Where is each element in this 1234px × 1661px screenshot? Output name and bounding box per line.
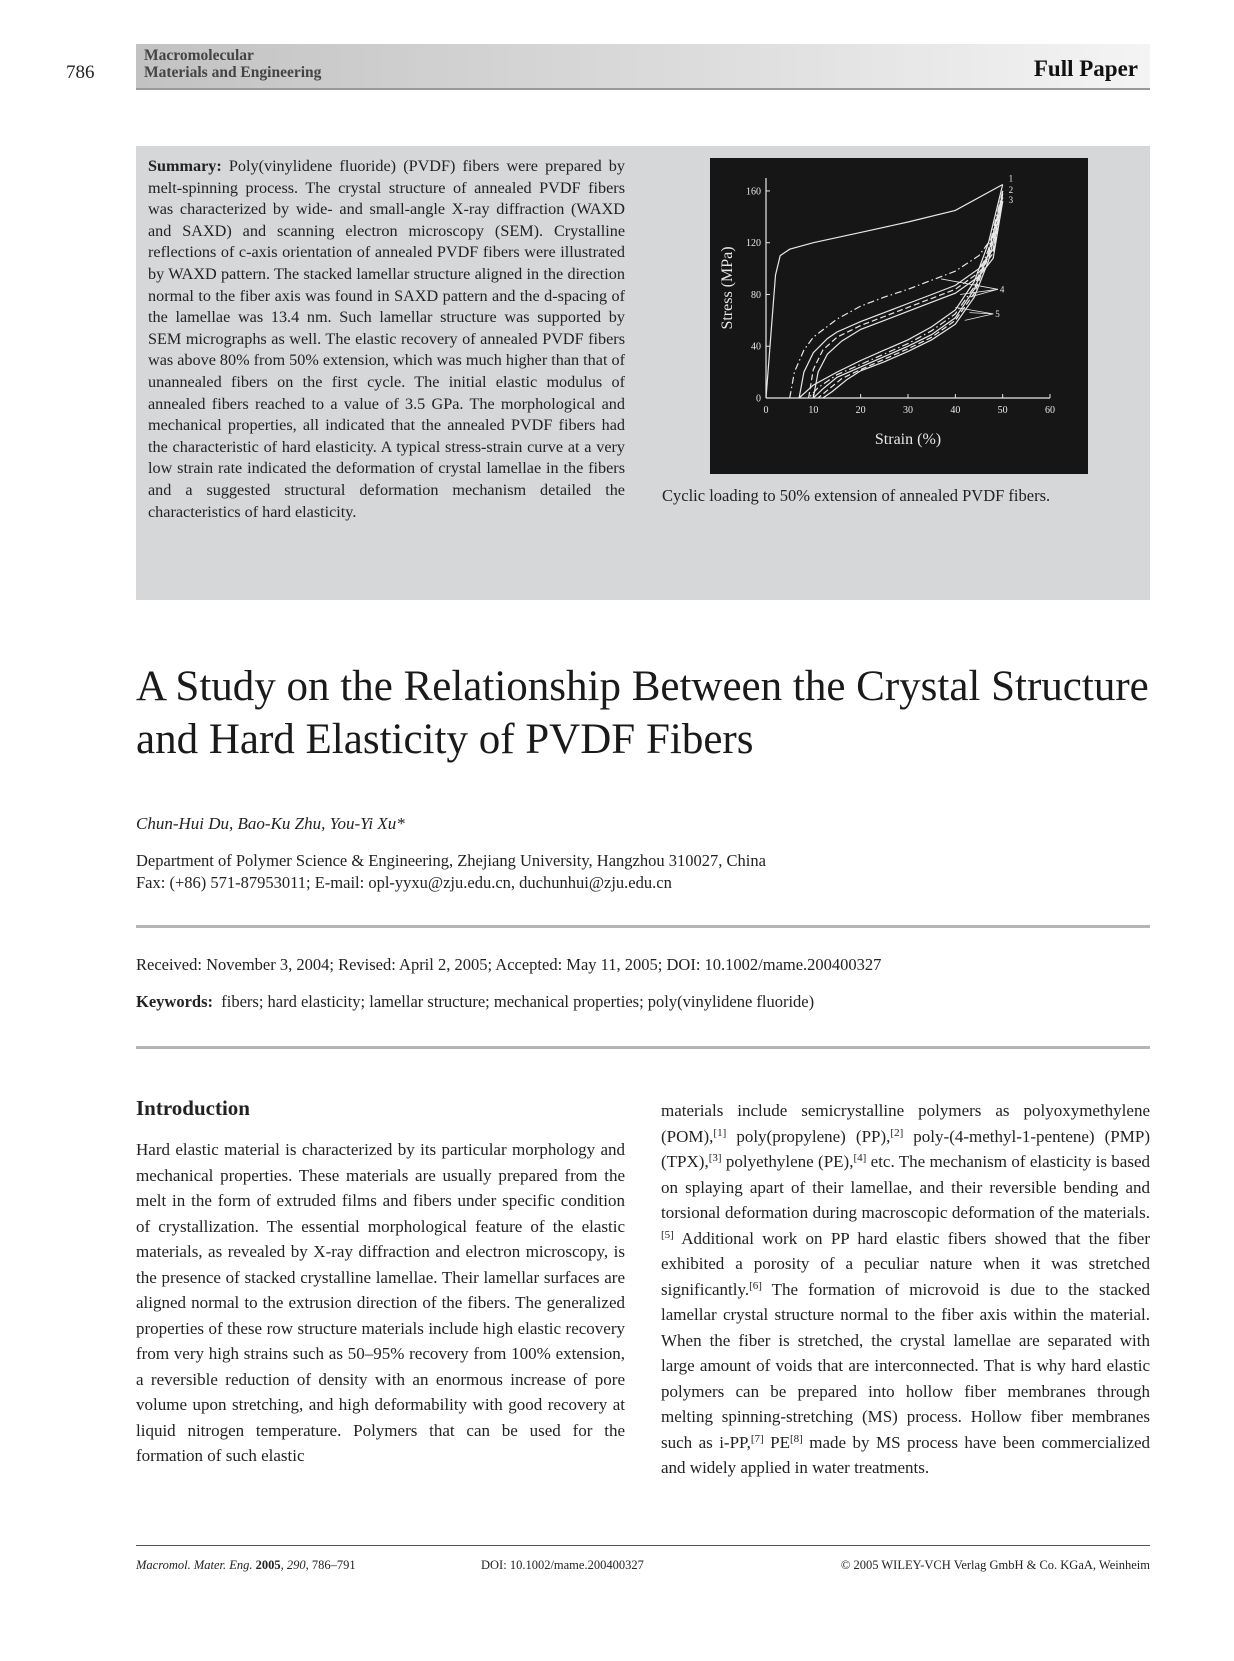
footer-divider (136, 1545, 1150, 1546)
intro-text-7: The formation of microvoid is due to the stacked lamellar crystal structure normal to the fiber axis within the material. When the fiber is stretched, the crystal lamellae are separated with large amount of voids that are interconnected. That is why hard elastic polymers can be prepared into hollow fiber membranes through melting spinning-stretching (MS) process. Hollow fiber membranes such as i-PP, (661, 1279, 1150, 1452)
series-line-5 (813, 201, 1002, 398)
footer-citation: Macromol. Mater. Eng. 2005, 290, 786–791 (136, 1558, 356, 1572)
journal-header-bar (136, 44, 1150, 90)
intro-text-2: poly(propylene) (PP), (726, 1126, 891, 1146)
body-column-left (136, 1095, 625, 1469)
affiliation-contact: Fax: (+86) 571-87953011; E-mail: opl-yyxu@zju.edu.cn, duchunhui@zju.edu.cn (136, 873, 672, 892)
y-tick-label: 120 (746, 238, 761, 250)
citation-pages: , 786–791 (305, 1558, 356, 1572)
article-type-label: Full Paper (1033, 56, 1138, 81)
curve-label-4: 4 (999, 284, 1005, 295)
intro-text-3: poly-(4-methyl-1-pentene) (PMP) (TPX), (661, 1126, 1150, 1171)
figure-caption: Cyclic loading to 50% extension of annealed PVDF fibers. (662, 486, 1051, 505)
y-axis-label: Stress (MPa) (719, 246, 736, 330)
citation-ref-7[interactable]: [7] (750, 1432, 764, 1445)
summary-body: Poly(vinylidene fluoride) (PVDF) fibers were prepared by melt-spinning process. The crystal structure of annealed PVDF fibers was characterized by wide- and small-angle X-ray diffraction (WAXD and SAXD) and scanning electron microscopy (SEM). Crystalline reflections of c-axis orientation of annealed PVDF fibers were illustrated by WAXD pattern. The stacked lamellar structure aligned in the direction normal to the fiber axis was found in SAXD pattern and the d-spacing of the lamellae was 13.4 nm. Such lamellar structure was supported by SEM micrographs as well. The elastic recovery of annealed PVDF fibers was above 80% from 50% extension, which was much higher than that of unannealed fibers on the first cycle. The initial elastic modulus of annealed fibers reached to a value of 3.5 GPa. The morphological and mechanical properties, all indicated that the annealed PVDF fibers had the characteristic of hard elasticity. A typical stress-strain curve at a very low strain rate indicated the deformation of crystal lamellae in the fibers and a suggested structural deformation mechanism detailed the characteristics of hard elasticity. (148, 157, 625, 521)
intro-text-6: Additional work on PP hard elastic fibers showed that the fiber exhibited a porosity of a peculiar nature when it was stretched significantly. (661, 1228, 1150, 1299)
intro-text-8: PE (763, 1432, 790, 1452)
journal-name (144, 47, 321, 81)
footer-doi[interactable]: DOI: 10.1002/mame.200400327 (481, 1558, 644, 1572)
citation-ref-6[interactable]: [6] (749, 1279, 762, 1292)
intro-text-4: polyethylene (PE), (721, 1152, 854, 1171)
chart-series-group (766, 185, 1003, 399)
citation-journal: Macromol. Mater. Eng. (136, 1558, 253, 1572)
citation-volume: 290 (286, 1558, 306, 1572)
citation-ref-4[interactable]: [4] (853, 1152, 867, 1164)
curve-label-1: 1 (1008, 173, 1014, 184)
paper-title: A Study on the Relationship Between the Crystal Structure and Hard Elasticity of PVDF Fibers (136, 663, 1149, 763)
divider-top (136, 925, 1150, 928)
stress-strain-chart (710, 158, 1088, 474)
intro-paragraph-left: Hard elastic material is characterized by its particular morphology and mechanical properties. These materials are usually prepared from the melt in the form of extruded films and fibers under specific condition of crystallization. The essential morphological feature of the elastic materials, as revealed by X-ray diffraction and electron microscopy, is the presence of stacked crystalline lamellae. Their lamellar surfaces are aligned normal to the extrusion direction of the fibers. The generalized properties of these row structure materials include high elastic recovery from very high strains such as 50–95% recovery from 100% extension, a reversible reduction of density with an enormous increase of pore volume upon stretching, and high deformability with good recovery at liquid nitrogen temperature. Polymers that can be used for the formation of such elastic (136, 1140, 625, 1465)
stress-strain-figure (710, 158, 1088, 474)
body-column-right (661, 1098, 1150, 1481)
citation-ref-8[interactable]: [8] (789, 1432, 803, 1445)
citation-ref-5[interactable]: [5] (661, 1228, 674, 1241)
intro-text-9: made by MS process have been commercialized and widely applied in water treatments. (661, 1432, 1150, 1477)
summary-text (148, 156, 625, 523)
leader-line-5 (965, 314, 993, 320)
section-heading-introduction: Introduction (136, 1096, 250, 1120)
y-tick-label: 40 (751, 341, 761, 353)
affiliation (136, 850, 766, 894)
intro-text-5: etc. The mechanism of elasticity is based on splaying apart of their lamellae, and their reversible bending and torsional deformation during macroscopic deformation of the materials. (661, 1152, 1150, 1222)
citation-ref-3[interactable]: [3] (708, 1152, 722, 1164)
footer-copyright: © 2005 WILEY-VCH Verlag GmbH & Co. KGaA, Weinheim (840, 1558, 1150, 1572)
divider-bottom (136, 1046, 1150, 1049)
summary-label: Summary: (148, 157, 222, 175)
curve-label-5: 5 (995, 308, 1000, 319)
x-tick-label: 40 (950, 405, 961, 416)
keywords-label: Keywords: (136, 992, 213, 1011)
x-tick-label: 0 (763, 405, 769, 416)
x-tick-label: 50 (997, 405, 1008, 416)
chart-axes (719, 178, 1055, 448)
citation-year: 2005 (255, 1558, 281, 1572)
summary-box (136, 146, 1150, 600)
x-axis-label: Strain (%) (874, 431, 942, 448)
x-tick-label: 10 (808, 405, 819, 416)
x-tick-label: 30 (903, 405, 913, 416)
citation-ref-2[interactable]: [2] (890, 1126, 904, 1139)
citation-ref-1[interactable]: [1] (713, 1126, 727, 1139)
leader-line-4 (960, 289, 998, 294)
x-tick-label: 60 (1045, 405, 1055, 416)
authors: Chun-Hui Du, Bao-Ku Zhu, You-Yi Xu* (136, 814, 405, 833)
x-tick-label: 20 (855, 405, 866, 416)
y-tick-label: 80 (751, 289, 761, 301)
page-number: 786 (66, 62, 95, 83)
publication-dates: Received: November 3, 2004; Revised: April 2, 2005; Accepted: May 11, 2005; DOI: 10.1002/mame.200400327 (136, 955, 882, 974)
y-tick-label: 160 (746, 186, 761, 198)
intro-text-1: materials include semicrystalline polymers as polyoxymethylene (POM), (661, 1101, 1150, 1146)
curve-label-2: 2 (1008, 184, 1014, 195)
affiliation-department: Department of Polymer Science & Engineering, Zhejiang University, Hangzhou 310027, China (136, 851, 766, 870)
curve-label-3: 3 (1008, 195, 1014, 206)
keywords (136, 992, 814, 1012)
y-tick-label: 0 (756, 393, 761, 405)
keywords-list: fibers; hard elasticity; lamellar structure; mechanical properties; poly(vinylidene fluoride) (221, 992, 815, 1011)
journal-name-line2: Materials and Engineering (144, 64, 322, 81)
journal-name-line1: Macromolecular (144, 47, 254, 64)
